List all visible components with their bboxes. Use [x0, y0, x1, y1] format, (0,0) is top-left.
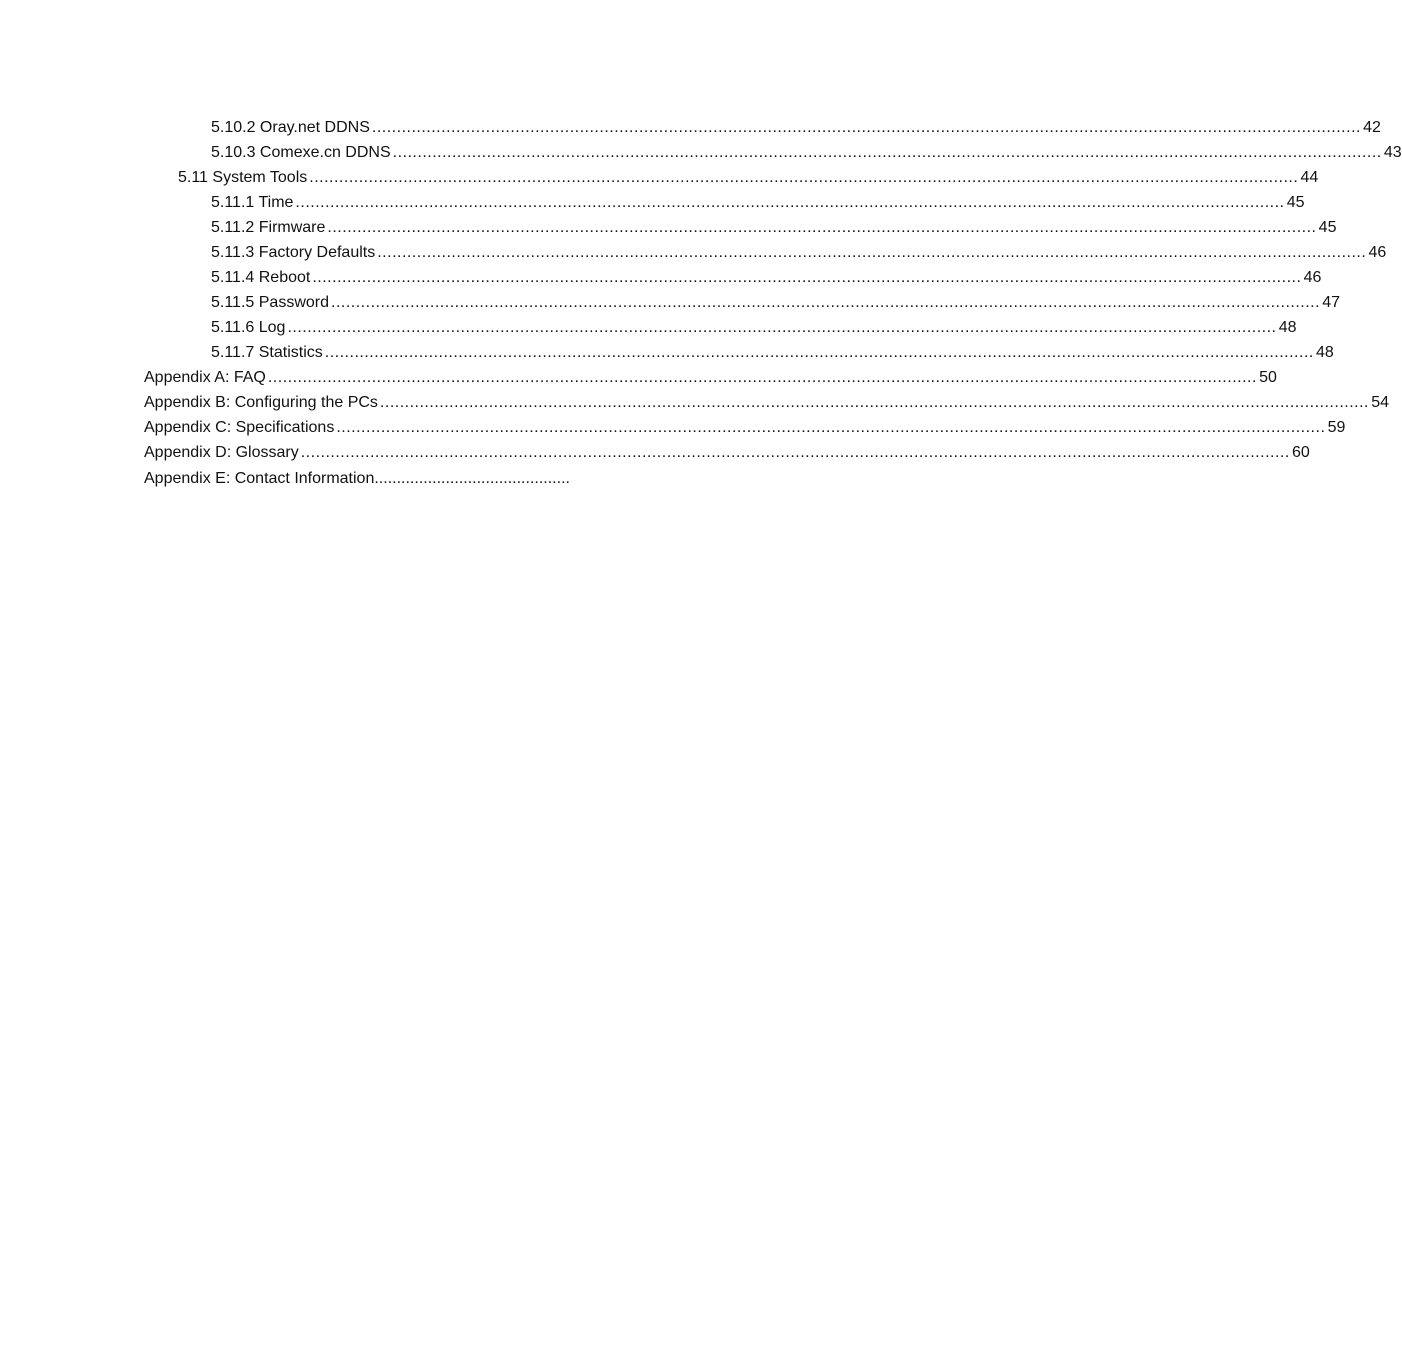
toc-entry-title: 5.11.4 Reboot — [211, 269, 311, 286]
toc-entry[interactable] — [144, 265, 1322, 290]
toc-leader: ........................................................................................................................................................................................................ — [295, 194, 1285, 211]
toc-leader: ........................................................................................................................................................................................................ — [287, 319, 1277, 336]
toc-entry[interactable] — [144, 215, 1337, 240]
toc-entry-title: 5.10.2 Oray.net DDNS — [211, 119, 370, 136]
toc-leader: ........................................................................................................................................................................................................ — [336, 419, 1326, 436]
table-of-contents — [144, 115, 1402, 491]
toc-entry-title: Appendix C: Specifications — [144, 419, 335, 436]
toc-list — [144, 115, 1402, 465]
toc-entry-title: 5.10.3 Comexe.cn DDNS — [211, 144, 391, 161]
toc-entry-title: Appendix B: Configuring the PCs — [144, 394, 378, 411]
toc-leader: ........................................................................................................................................................................................................ — [312, 269, 1302, 286]
toc-entry-title: 5.11.2 Firmware — [211, 219, 326, 236]
toc-page-number: 42 — [1363, 119, 1381, 136]
toc-entry[interactable] — [144, 140, 1402, 165]
toc-entry-title: 5.11.6 Log — [211, 319, 286, 336]
toc-leader: ........................................................................................................................................................................................................ — [267, 369, 1257, 386]
toc-page-number: 48 — [1316, 344, 1334, 361]
toc-entry[interactable] — [144, 390, 1389, 415]
toc-leader: ........................................................................................................................................................................................................ — [327, 219, 1317, 236]
toc-page-number: 60 — [1292, 444, 1310, 461]
toc-entry[interactable] — [144, 415, 1346, 440]
toc-leader: ........................................................................................................................................................................................................ — [309, 169, 1299, 186]
toc-page-number: 45 — [1286, 194, 1305, 211]
toc-page-number: 44 — [1300, 169, 1319, 186]
toc-leader: ........................................................................................................................................................................................................ — [371, 119, 1361, 136]
toc-entry[interactable] — [144, 240, 1387, 265]
toc-entry[interactable] — [144, 190, 1305, 215]
toc-entry-title: 5.11.7 Statistics — [211, 344, 323, 361]
toc-leader: ........................................................................................................................................................................................................ — [377, 244, 1367, 261]
toc-entry[interactable] — [144, 365, 1277, 390]
toc-entry-title: Appendix D: Glossary — [144, 444, 299, 461]
toc-leader: ........................................................................................................................................................................................................ — [300, 444, 1290, 461]
toc-entry-title: 5.11.3 Factory Defaults — [211, 244, 376, 261]
toc-page-number: 45 — [1318, 219, 1337, 236]
toc-page-number: 54 — [1371, 394, 1389, 411]
toc-page-number: 47 — [1322, 294, 1341, 311]
toc-page-number: 46 — [1303, 269, 1322, 286]
toc-entry[interactable] — [144, 315, 1297, 340]
toc-entry[interactable] — [144, 115, 1381, 140]
toc-page-number: 59 — [1327, 419, 1346, 436]
toc-entry-title: 5.11.1 Time — [211, 194, 294, 211]
toc-leader: ........................................................................................................................................................................................................ — [379, 394, 1369, 411]
toc-leader: ............................................ — [374, 470, 570, 487]
toc-page-number: 48 — [1278, 319, 1297, 336]
toc-entry[interactable] — [144, 340, 1334, 365]
toc-entry-title: Appendix E: Contact Information — [144, 470, 375, 487]
toc-entry[interactable] — [144, 440, 1310, 465]
toc-leader: ........................................................................................................................................................................................................ — [392, 144, 1382, 161]
toc-entry-title: 5.11 System Tools — [178, 169, 308, 186]
toc-entry[interactable] — [144, 466, 810, 491]
toc-page-number: 50 — [1259, 369, 1277, 386]
toc-entry-title: 5.11.5 Password — [211, 294, 329, 311]
toc-leader: ........................................................................................................................................................................................................ — [324, 344, 1314, 361]
toc-leader: ........................................................................................................................................................................................................ — [331, 294, 1321, 311]
toc-page-number: 43 — [1383, 144, 1402, 161]
toc-entry[interactable] — [144, 165, 1319, 190]
toc-entry-title: Appendix A: FAQ — [144, 369, 266, 386]
toc-page-number: 46 — [1368, 244, 1387, 261]
toc-entry[interactable] — [144, 290, 1341, 315]
